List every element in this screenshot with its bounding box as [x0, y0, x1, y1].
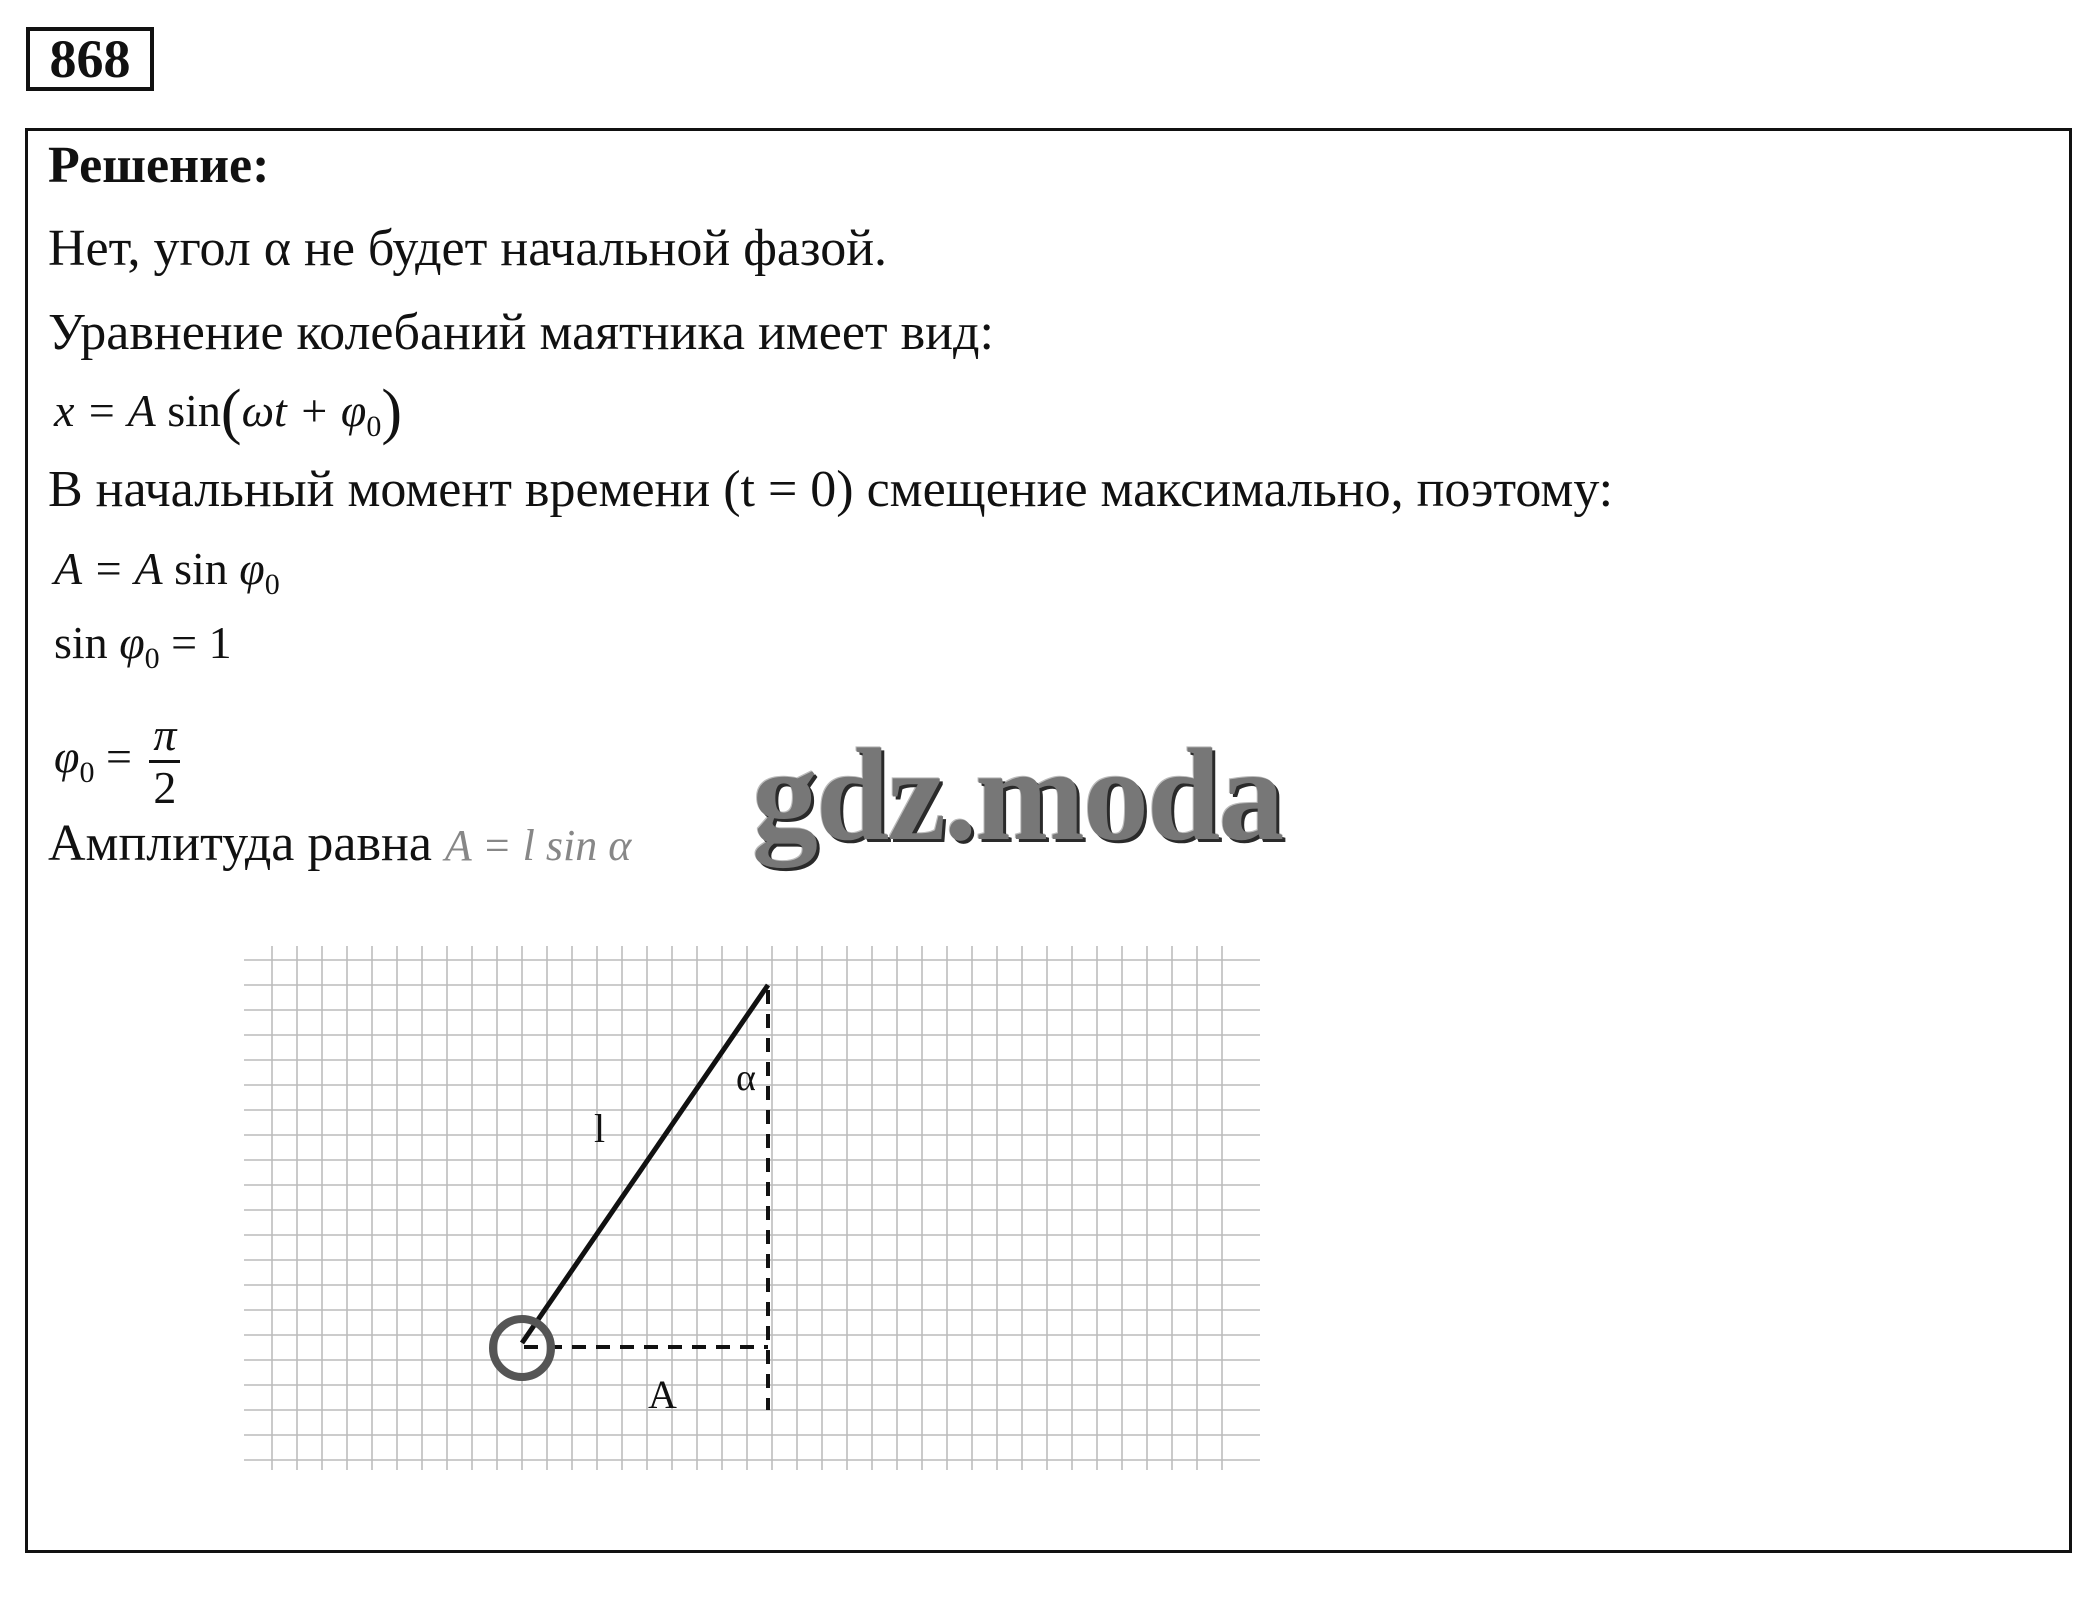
fraction-numerator: π [149, 712, 180, 763]
amplitude-diagram-label: A [648, 1372, 677, 1417]
eq1-sub: 0 [366, 410, 382, 443]
equation-intro-text: Уравнение колебаний маятника имеет вид: [48, 304, 994, 361]
eq4-eq: = [105, 731, 132, 783]
initial-moment-text: В начальный момент времени (t = 0) смещение максимально, поэтому: [48, 461, 1614, 518]
eq3-rhs: = 1 [171, 617, 232, 668]
eq3-sub: 0 [144, 642, 160, 675]
eq4-var: φ [54, 731, 80, 783]
eq2-lhs: A = A [54, 543, 163, 594]
solution-heading: Решение: [48, 137, 270, 194]
watermark-logo: gdz.moda [752, 721, 1283, 868]
eq2-var: φ [239, 543, 265, 594]
pendulum-string [522, 985, 768, 1343]
amplitude-formula: A = l sin α [444, 821, 632, 870]
eq3-var: φ [119, 617, 145, 668]
eq1-lhs: x = A [54, 385, 156, 436]
amplitude-label: Амплитуда равна [48, 815, 432, 872]
eq1-arg: ωt + φ [241, 385, 367, 436]
eq2-sub: 0 [264, 568, 280, 601]
angle-label: α [736, 1057, 756, 1099]
eq4-sub: 0 [79, 756, 95, 790]
answer-text: Нет, угол α не будет начальной фазой. [48, 220, 888, 277]
eq3-func: sin [54, 617, 108, 668]
oscillation-equation: x = A $\sin(\omega t + \varphi_0)$ [54, 378, 402, 446]
fraction-denominator: 2 [153, 762, 177, 813]
graph-paper-grid [244, 946, 1260, 1470]
eq1-func: sin [167, 385, 221, 436]
eq2-func: sin [174, 543, 228, 594]
problem-number: 868 [26, 27, 154, 91]
length-label: l [594, 1106, 606, 1151]
